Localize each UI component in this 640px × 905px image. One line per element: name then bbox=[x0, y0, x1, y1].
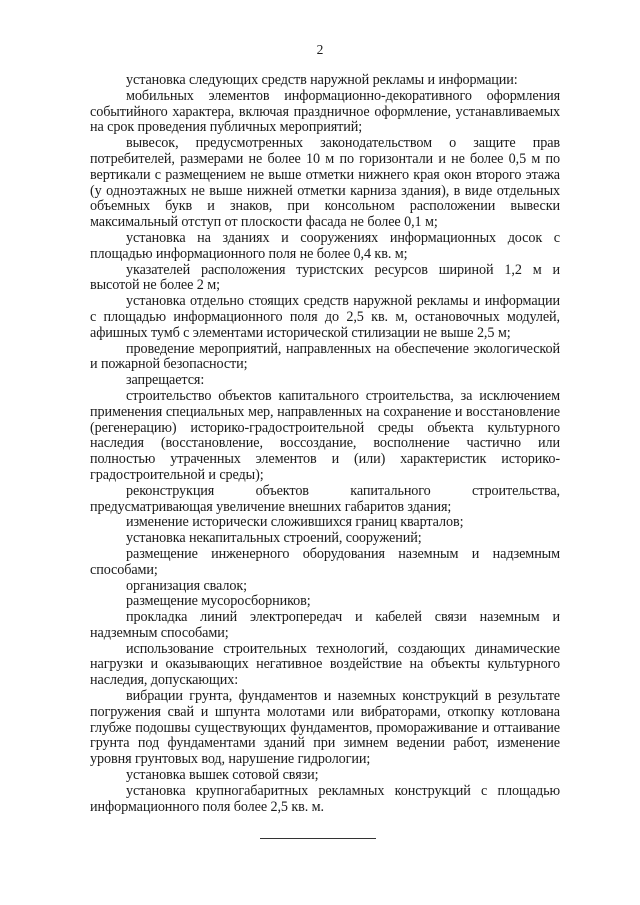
paragraph: запрещается: bbox=[126, 372, 205, 389]
paragraph: проведение мероприятий, направленных на обеспечение экологической и пожарной безопасности; bbox=[90, 340, 560, 373]
paragraph: реконструкция объектов капитального строительства, предусматривающая увеличение внешних габаритов здания; bbox=[90, 482, 560, 515]
paragraph: вывесок, предусмотренных законодательством о защите прав потребителей, размерами не более 10 м по горизонтали и не более 0,5 м по вертикали с размещением не выше отметки нижнего края окон второго этажа (у одноэтажных не выше нижней отметки карниза здания), в виде отдельных объемных букв и знаков, при консольном расположении вывески максимальный отступ от плоскости фасада не более 0,1 м; bbox=[90, 135, 560, 231]
paragraph: размещение мусоросборников; bbox=[126, 593, 311, 610]
paragraph: мобильных элементов информационно-декоративного оформления событийного характера, включая праздничное оформление, устанавливаемых на срок проведения публичных мероприятий; bbox=[90, 87, 560, 136]
end-separator-line bbox=[260, 838, 376, 839]
paragraph: вибрации грунта, фундаментов и наземных конструкций в результате погружения свай и шпунта молотами или вибраторами, откопку котлована глубже подошвы существующих фундаментов, промораживание и оттаивание грунта под фундаментами зданий при зимнем ведении работ, изменение уровня грунтовых вод, нарушение гидрологии; bbox=[90, 688, 560, 768]
paragraph: установка следующих средств наружной рекламы и информации: bbox=[126, 72, 518, 88]
paragraph: установка крупногабаритных рекламных конструкций с площадью информационного поля более 2,5 кв. м. bbox=[90, 782, 560, 815]
paragraph: размещение инженерного оборудования наземным и надземным способами; bbox=[90, 545, 560, 578]
document-body bbox=[90, 73, 560, 815]
paragraph: указателей расположения туристских ресурсов шириной 1,2 м и высотой не более 2 м; bbox=[90, 261, 560, 294]
paragraph: прокладка линий электропередач и кабелей связи наземным и надземным способами; bbox=[90, 609, 560, 641]
paragraph: изменение исторически сложившихся границ кварталов; bbox=[126, 514, 464, 531]
paragraph: использование строительных технологий, создающих динамические нагрузки и оказывающих негативное воздействие на объекты культурного наследия, допускающих: bbox=[90, 640, 560, 689]
paragraph: установка вышек сотовой связи; bbox=[126, 767, 319, 784]
paragraph: строительство объектов капитального строительства, за исключением применения специальных мер, направленных на сохранение и восстановление (регенерацию) историко-градостроительной среды объекта культурного наследия (восстановление, воссоздание, восполнение частично или полностью утраченных элементов и (или) характеристик историко-градостроительной и среды); bbox=[90, 387, 560, 483]
paragraph: установка отдельно стоящих средств наружной рекламы и информации с площадью информационного поля до 2,5 кв. м, остановочных модулей, афишных тумб с элементами исторической стилизации не выше 2,5 м; bbox=[90, 293, 560, 341]
paragraph: установка на зданиях и сооружениях информационных досок с площадью информационного поля не более 0,4 кв. м; bbox=[90, 229, 560, 262]
paragraph: организация свалок; bbox=[126, 577, 247, 594]
page-number: 2 bbox=[316, 42, 324, 57]
paragraph: установка некапитальных строений, сооружений; bbox=[126, 530, 422, 547]
